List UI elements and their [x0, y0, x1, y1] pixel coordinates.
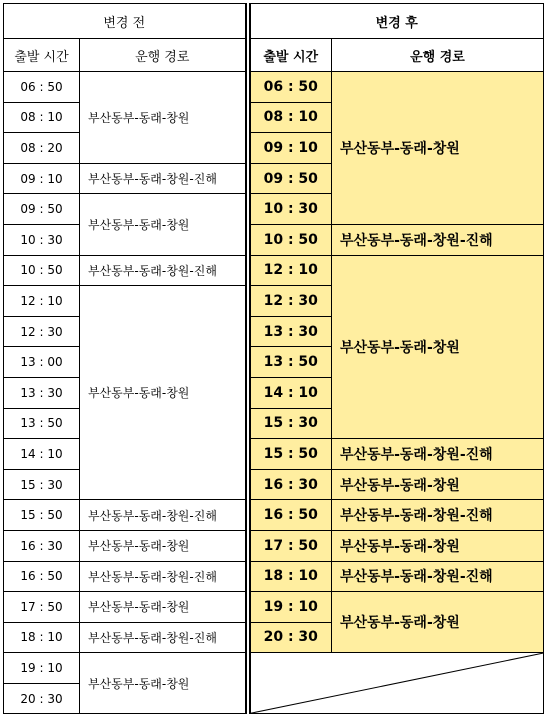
before-time: 19 : 10 [4, 653, 80, 684]
after-time: 20 : 30 [250, 622, 332, 653]
before-time: 16 : 50 [4, 561, 80, 592]
before-time: 10 : 30 [4, 224, 80, 255]
after-time: 15 : 30 [250, 408, 332, 439]
after-route: 부산동부-동래-창원 [332, 255, 544, 439]
before-time: 12 : 10 [4, 286, 80, 317]
after-time: 09 : 50 [250, 163, 332, 194]
before-time: 17 : 50 [4, 592, 80, 623]
before-route: 부산동부-동래-창원-진해 [80, 500, 246, 531]
before-route: 부산동부-동래-창원-진해 [80, 255, 246, 286]
before-time: 13 : 00 [4, 347, 80, 378]
after-time: 13 : 50 [250, 347, 332, 378]
after-time: 13 : 30 [250, 316, 332, 347]
before-route: 부산동부-동래-창원 [80, 72, 246, 164]
after-route: 부산동부-동래-창원 [332, 469, 544, 500]
schedule-comparison-table [3, 3, 544, 714]
before-route: 부산동부-동래-창원 [80, 592, 246, 623]
after-time: 16 : 30 [250, 469, 332, 500]
before-time: 13 : 50 [4, 408, 80, 439]
after-title: 변경 후 [250, 4, 544, 39]
before-route: 부산동부-동래-창원-진해 [80, 163, 246, 194]
after-time: 18 : 10 [250, 561, 332, 592]
after-time: 16 : 50 [250, 500, 332, 531]
after-time: 12 : 10 [250, 255, 332, 286]
before-time: 16 : 30 [4, 530, 80, 561]
after-time: 14 : 10 [250, 377, 332, 408]
before-time: 08 : 20 [4, 133, 80, 164]
after-route: 부산동부-동래-창원 [332, 530, 544, 561]
before-route: 부산동부-동래-창원-진해 [80, 561, 246, 592]
before-time: 09 : 10 [4, 163, 80, 194]
after-route: 부산동부-동래-창원 [332, 592, 544, 653]
before-time: 09 : 50 [4, 194, 80, 225]
before-time: 14 : 10 [4, 439, 80, 470]
after-col-route: 운행 경로 [332, 39, 544, 72]
before-route: 부산동부-동래-창원 [80, 286, 246, 500]
before-time: 06 : 50 [4, 72, 80, 103]
before-route: 부산동부-동래-창원 [80, 653, 246, 714]
before-time: 18 : 10 [4, 622, 80, 653]
after-time: 10 : 50 [250, 224, 332, 255]
before-time: 10 : 50 [4, 255, 80, 286]
before-title: 변경 전 [4, 4, 246, 39]
diagonal-line [251, 653, 544, 713]
after-route: 부산동부-동래-창원-진해 [332, 439, 544, 470]
after-col-time: 출발 시간 [250, 39, 332, 72]
before-col-time: 출발 시간 [4, 39, 80, 72]
after-time: 06 : 50 [250, 72, 332, 103]
before-col-route: 운행 경로 [80, 39, 246, 72]
after-route: 부산동부-동래-창원-진해 [332, 224, 544, 255]
before-route: 부산동부-동래-창원-진해 [80, 622, 246, 653]
after-time: 09 : 10 [250, 133, 332, 164]
before-time: 15 : 30 [4, 469, 80, 500]
after-route: 부산동부-동래-창원-진해 [332, 500, 544, 531]
empty-diagonal-cell [250, 653, 544, 714]
before-time: 20 : 30 [4, 683, 80, 714]
after-route: 부산동부-동래-창원 [332, 72, 544, 225]
before-route: 부산동부-동래-창원 [80, 194, 246, 255]
before-time: 12 : 30 [4, 316, 80, 347]
after-time: 15 : 50 [250, 439, 332, 470]
after-time: 19 : 10 [250, 592, 332, 623]
after-time: 17 : 50 [250, 530, 332, 561]
before-time: 13 : 30 [4, 377, 80, 408]
after-time: 12 : 30 [250, 286, 332, 317]
after-route: 부산동부-동래-창원-진해 [332, 561, 544, 592]
before-time: 08 : 10 [4, 102, 80, 133]
before-time: 15 : 50 [4, 500, 80, 531]
after-time: 10 : 30 [250, 194, 332, 225]
before-route: 부산동부-동래-창원 [80, 530, 246, 561]
after-time: 08 : 10 [250, 102, 332, 133]
